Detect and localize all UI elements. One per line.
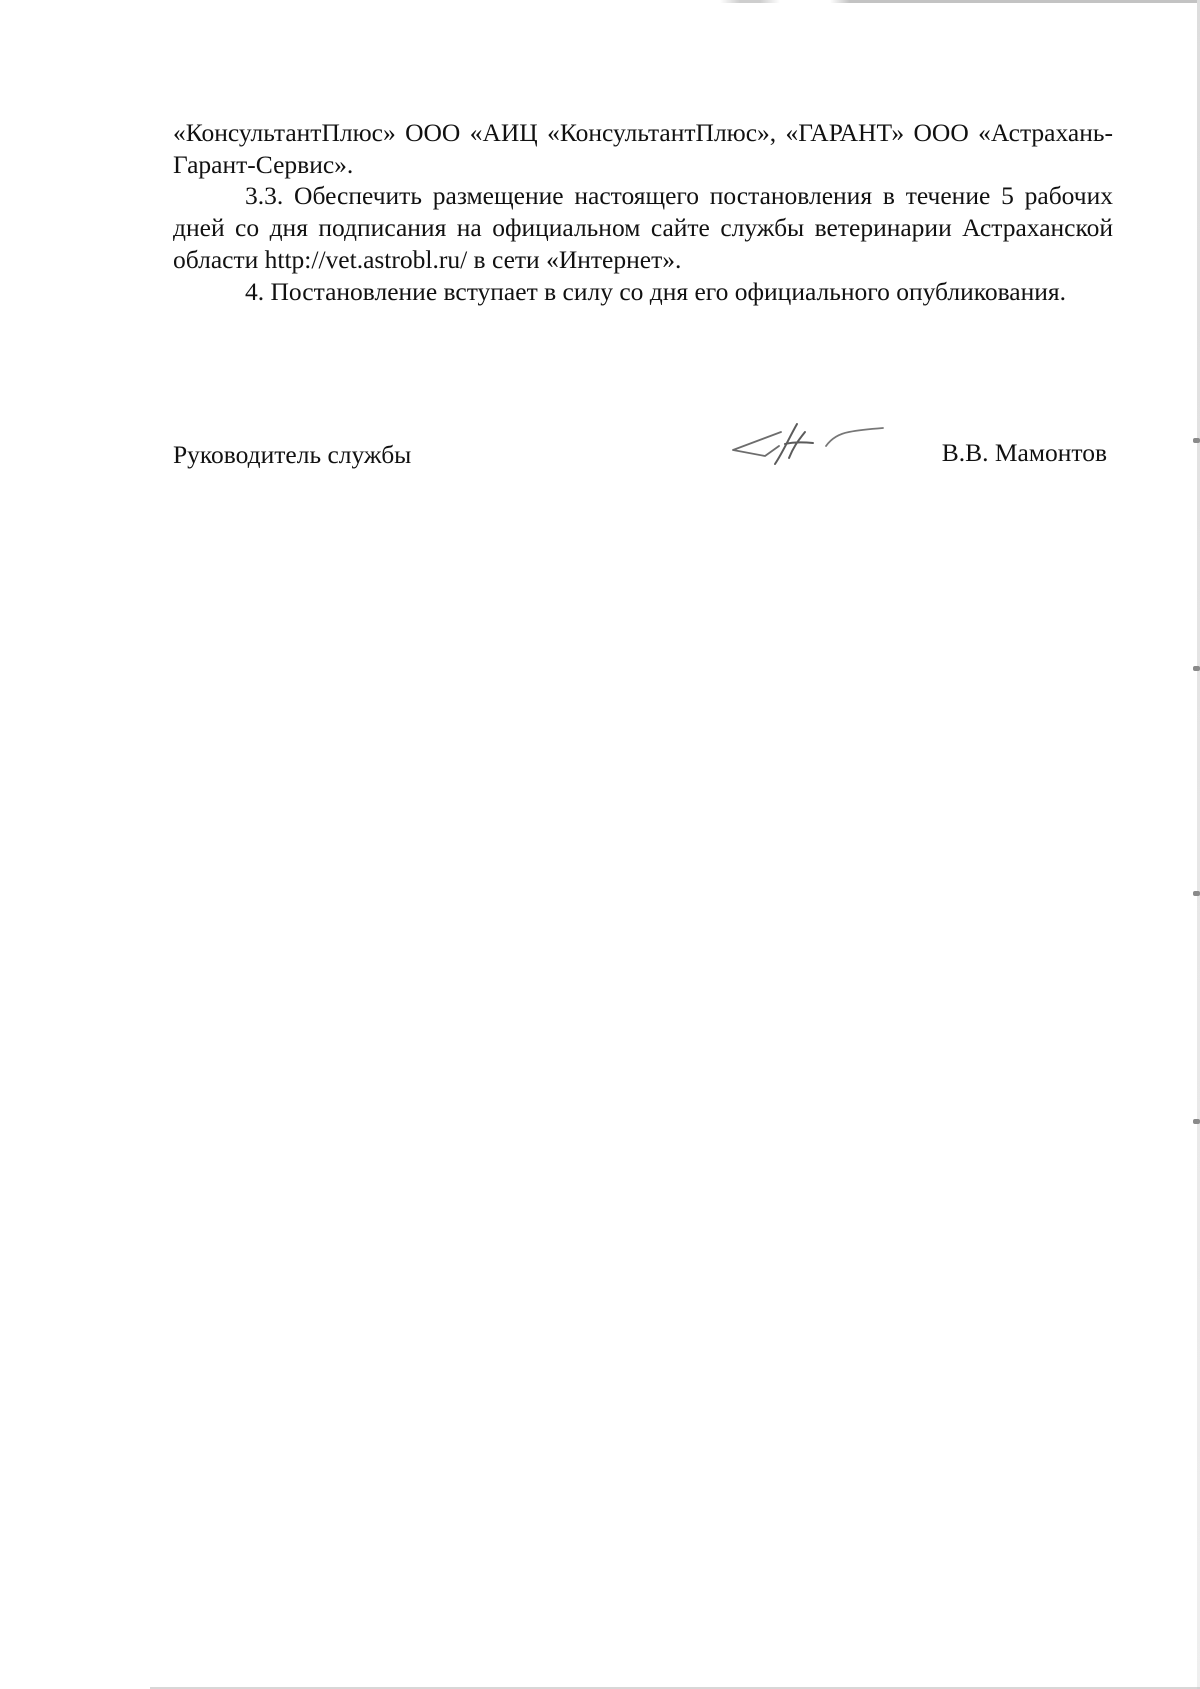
signature-block [173,434,1113,484]
signer-name: В.В. Мамонтов [941,438,1107,467]
paragraph-item-4: 4. Постановление вступает в силу со дня его официального опубликования. [245,276,1066,306]
scan-edge-top [720,0,1200,3]
scan-edge-mark [1193,891,1200,896]
signer-position: Руководитель службы [173,440,412,469]
paragraph-continuation: «КонсультантПлюс» ООО «АИЦ «КонсультантПлюс», «ГАРАНТ» ООО «Астрахань-Гарант-Сервис». [173,118,1113,179]
scan-edge-mark [1193,1119,1200,1124]
scan-edge-mark [1193,666,1200,671]
scan-edge-mark [1193,438,1200,443]
paragraph-item-3-3: 3.3. Обеспечить размещение настоящего постановления в течение 5 рабочих дней со дня подписания на официальном сайте службы ветеринарии Астраханской области http://vet.astrobl.ru/ в сети «Интернет». [173,181,1113,274]
document-body [173,117,1113,307]
handwritten-signature [723,412,888,482]
